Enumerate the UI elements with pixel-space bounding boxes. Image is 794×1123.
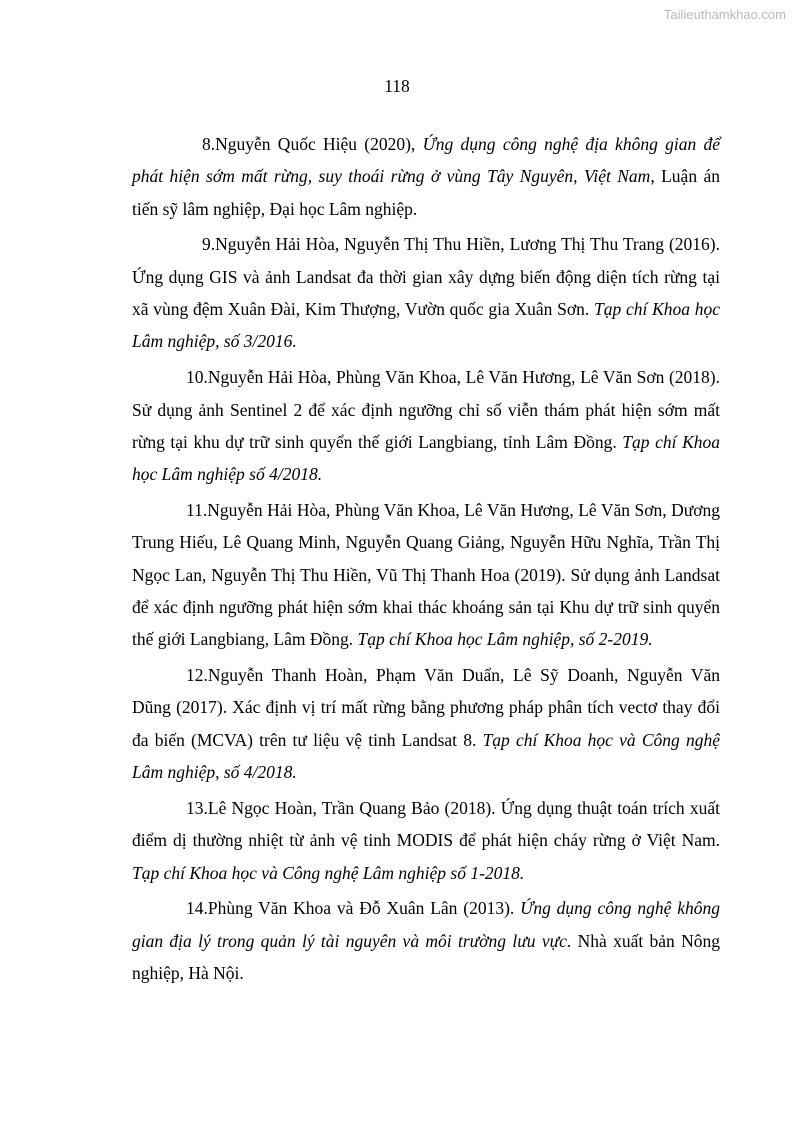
reference-item bbox=[132, 361, 720, 490]
reference-title: Tạp chí Khoa học và Công nghệ Lâm nghiệp số 1-2018. bbox=[132, 862, 525, 883]
reference-number: 9. bbox=[202, 234, 216, 255]
reference-authors: Phùng Văn Khoa và Đỗ Xuân Lân (2013). bbox=[207, 898, 521, 919]
reference-list bbox=[132, 128, 720, 993]
reference-item bbox=[132, 792, 720, 889]
reference-item bbox=[132, 892, 720, 989]
reference-number: 13. bbox=[186, 797, 208, 818]
watermark: Tailieuthamkhao.com bbox=[663, 7, 786, 22]
reference-item bbox=[132, 494, 720, 655]
reference-item bbox=[132, 228, 720, 357]
reference-number: 11. bbox=[186, 500, 208, 521]
reference-number: 8. bbox=[202, 134, 216, 154]
reference-item bbox=[132, 659, 720, 788]
reference-authors: Nguyễn Hải Hòa, Phùng Văn Khoa, Lê Văn Hương, Lê Văn Sơn (2018). Sử dụng ảnh Sentinel 2 để xác định ngưỡng chỉ số viễn thám phát hiện sớm mất rừng tại khu dự trữ sinh quyển thế giới Langbiang, tỉnh Lâm Đồng. bbox=[132, 367, 720, 452]
reference-details: . Nhà xuất bản Nông nghiệp, Hà Nội. bbox=[132, 930, 720, 983]
reference-title: Tạp chí Khoa học Lâm nghiệp, số 2-2019. bbox=[357, 629, 653, 650]
reference-number: 10. bbox=[186, 367, 208, 388]
reference-title: Tạp chí Khoa học Lâm nghiệp, số 3/2016. bbox=[132, 299, 720, 352]
reference-authors: Lê Ngọc Hoàn, Trần Quang Bảo (2018). Ứng dụng thuật toán trích xuất điểm dị thường nhiệt từ ảnh vệ tinh MODIS để phát hiện cháy rừng ở Việt Nam. bbox=[132, 797, 720, 851]
reference-title: Ứng dụng công nghệ không gian địa lý trong quản lý tài nguyên và môi trường lưu vực bbox=[132, 898, 721, 951]
reference-authors: Nguyễn Hải Hòa, Phùng Văn Khoa, Lê Văn Hương, Lê Văn Sơn, Dương Trung Hiếu, Lê Quang Minh, Nguyễn Quang Giảng, Nguyễn Hữu Nghĩa, Trần Thị Ngọc Lan, Nguyễn Thị Thu Hiền, Vũ Thị Thanh Hoa (2019). Sử dụng ảnh Landsat để xác định ngưỡng phát hiện sớm khai thác khoáng sản tại Khu dự trữ sinh quyển thế giới Langbiang, Lâm Đồng. bbox=[132, 500, 720, 650]
reference-title: Tạp chí Khoa học Lâm nghiệp số 4/2018. bbox=[132, 431, 720, 485]
reference-number: 14. bbox=[186, 898, 208, 919]
reference-number: 12. bbox=[186, 665, 208, 686]
reference-authors: Nguyễn Thanh Hoàn, Phạm Văn Duẩn, Lê Sỹ Doanh, Nguyễn Văn Dũng (2017). Xác định vị trí mất rừng bằng phương pháp phân tích vectơ thay đổi đa biến (MCVA) trên tư liệu vệ tinh Landsat 8. bbox=[132, 665, 720, 750]
reference-title: Ứng dụng công nghệ địa không gian để phát hiện sớm mất rừng, suy thoái rừng ở vùng Tây Nguyên, Việt Nam bbox=[132, 134, 720, 187]
reference-authors: Nguyễn Quốc Hiệu (2020), bbox=[215, 134, 423, 154]
reference-item bbox=[132, 128, 720, 225]
page-number: 118 bbox=[384, 76, 410, 96]
reference-authors: Nguyễn Hải Hòa, Nguyễn Thị Thu Hiền, Lương Thị Thu Trang (2016). Ứng dụng GIS và ảnh Landsat đa thời gian xây dựng biến động diện tích rừng tại xã vùng đệm Xuân Đài, Kim Thượng, Vườn quốc gia Xuân Sơn. bbox=[132, 234, 720, 320]
reference-title: Tạp chí Khoa học và Công nghệ Lâm nghiệp, số 4/2018. bbox=[132, 729, 720, 783]
reference-details: , Luận án tiến sỹ lâm nghiệp, Đại học Lâm nghiệp. bbox=[132, 166, 720, 219]
